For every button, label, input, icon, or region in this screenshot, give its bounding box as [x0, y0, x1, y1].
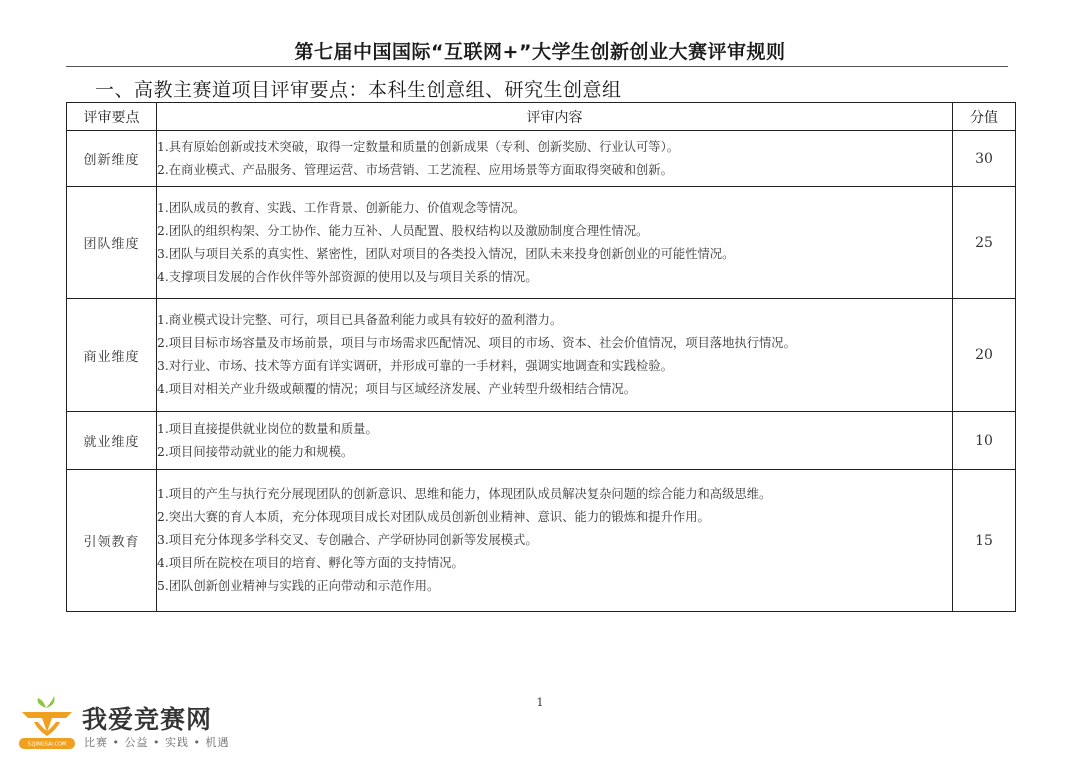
dimension-cell: 商业维度	[67, 299, 157, 412]
criterion-item: 1.项目直接提供就业岗位的数量和质量。	[157, 421, 378, 436]
page-number: 1	[536, 696, 544, 709]
dimension-cell: 就业维度	[67, 412, 157, 470]
section-heading: 一、高教主赛道项目评审要点：本科生创意组、研究生创意组	[95, 79, 622, 101]
criterion-item: 2.突出大赛的育人本质，充分体现项目成长对团队成员创新创业精神、意识、能力的锻炼和提升作用。	[157, 510, 710, 524]
trophy-icon	[16, 694, 78, 752]
watermark-logo	[16, 694, 256, 754]
table-row-employment	[67, 412, 1016, 470]
dimension-cell: 创新维度	[67, 131, 157, 187]
criterion-item: 5.团队创新创业精神与实践的正向带动和示范作用。	[157, 579, 440, 593]
logo-domain-text: 52JINGSAI.COM	[27, 741, 67, 748]
criterion-item: 2.项目间接带动就业的能力和规模。	[157, 444, 354, 459]
criterion-item: 3.项目充分体现多学科交叉、专创融合、产学研协同创新等发展模式。	[157, 533, 538, 547]
title-divider	[66, 66, 1008, 67]
score-cell: 20	[953, 299, 1016, 412]
criterion-item: 3.对行业、市场、技术等方面有详实调研，并形成可靠的一手材料，强调实地调查和实践检验。	[157, 359, 673, 373]
table-row-business	[67, 299, 1016, 412]
criterion-item: 3.团队与项目关系的真实性、紧密性，团队对项目的各类投入情况，团队未来投身创新创业的可能性情况。	[157, 246, 735, 261]
header-score: 分值	[953, 103, 1016, 131]
criterion-item: 1.项目的产生与执行充分展现团队的创新意识、思维和能力，体现团队成员解决复杂问题的综合能力和高级思维。	[157, 487, 772, 501]
table-row-education	[67, 470, 1016, 612]
criterion-item: 2.在商业模式、产品服务、管理运营、市场营销、工艺流程、应用场景等方面取得突破和创新。	[157, 162, 673, 177]
dimension-cell: 引领教育	[67, 470, 157, 612]
score-cell: 25	[953, 187, 1016, 299]
header-content: 评审内容	[157, 103, 953, 131]
score-cell: 10	[953, 412, 1016, 470]
header-dimension: 评审要点	[67, 103, 157, 131]
criterion-item: 2.项目目标市场容量及市场前景，项目与市场需求匹配情况、项目的市场、资本、社会价值情况，项目落地执行情况。	[157, 336, 796, 350]
score-cell: 30	[953, 131, 1016, 187]
content-cell	[157, 187, 953, 299]
criterion-item: 4.支撑项目发展的合作伙伴等外部资源的使用以及与项目关系的情况。	[157, 269, 538, 284]
criterion-item: 2.团队的组织构架、分工协作、能力互补、人员配置、股权结构以及激励制度合理性情况。	[157, 223, 649, 238]
content-cell	[157, 131, 953, 187]
content-cell	[157, 299, 953, 412]
table-row-innovation	[67, 131, 1016, 187]
logo-name: 我爱竞赛网	[82, 705, 213, 734]
content-cell	[157, 470, 953, 612]
criterion-item: 4.项目所在院校在项目的培育、孵化等方面的支持情况。	[157, 556, 464, 570]
score-cell: 15	[953, 470, 1016, 612]
content-cell	[157, 412, 953, 470]
review-criteria-table	[66, 102, 1016, 612]
document-title: 第七届中国国际“互联网+”大学生创新创业大赛评审规则	[294, 41, 786, 63]
criterion-item: 1.商业模式设计完整、可行，项目已具备盈利能力或具有较好的盈利潜力。	[157, 313, 563, 327]
table-header-row	[67, 103, 1016, 131]
criterion-item: 1.具有原始创新或技术突破，取得一定数量和质量的创新成果（专利、创新奖励、行业认可等）。	[157, 139, 680, 154]
criterion-item: 1.团队成员的教育、实践、工作背景、创新能力、价值观念等情况。	[157, 200, 526, 215]
dimension-cell: 团队维度	[67, 187, 157, 299]
criterion-item: 4.项目对相关产业升级或颠覆的情况；项目与区域经济发展、产业转型升级相结合情况。	[157, 382, 637, 396]
table-row-team	[67, 187, 1016, 299]
logo-tagline: 比赛 • 公益 • 实践 • 机遇	[84, 736, 230, 749]
